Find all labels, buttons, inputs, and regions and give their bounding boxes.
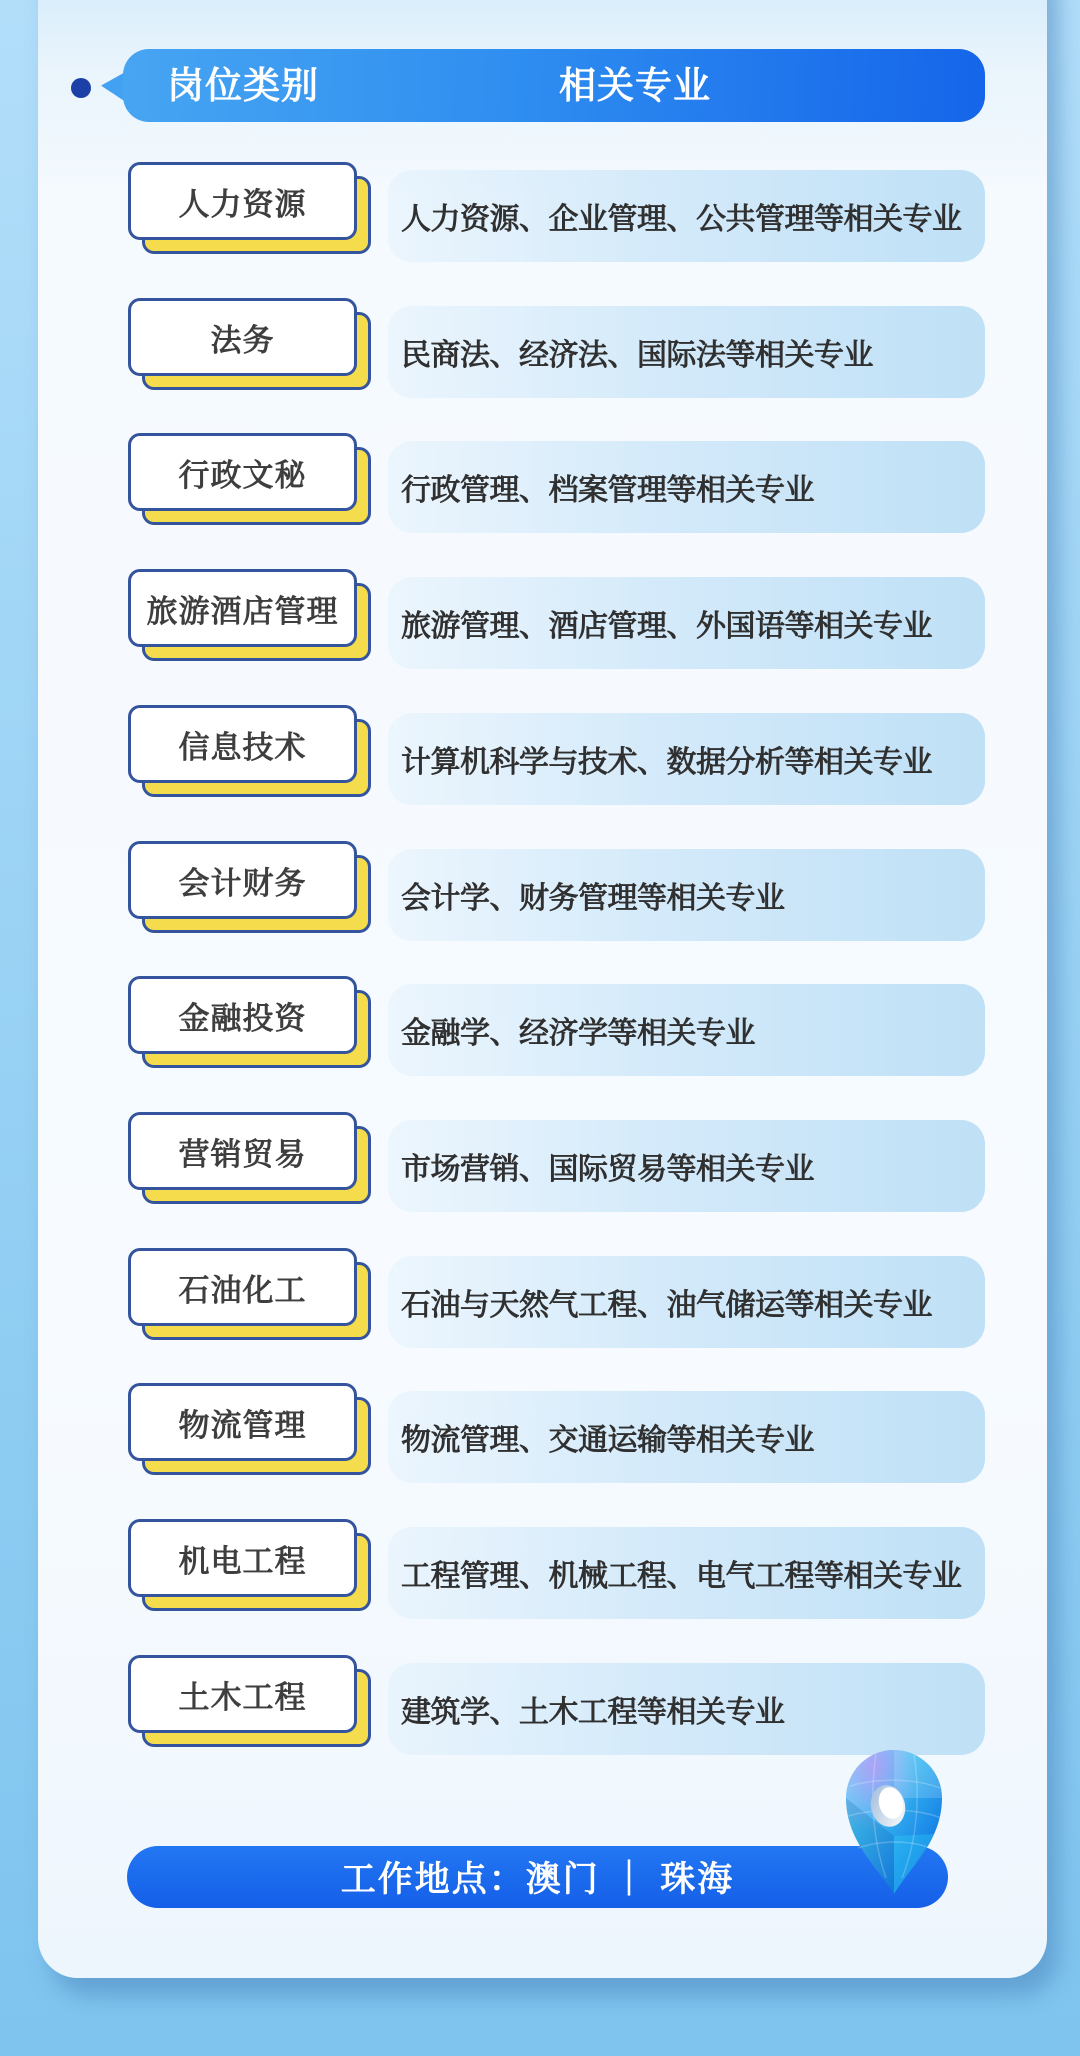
related-majors-text: 工程管理、机械工程、电气工程等相关专业 — [401, 1560, 962, 1593]
job-category-card — [128, 298, 357, 376]
related-majors-chip — [388, 1256, 985, 1348]
job-category-card — [128, 162, 357, 240]
related-majors-text: 金融学、经济学等相关专业 — [401, 1017, 755, 1050]
job-category-card — [128, 1248, 357, 1326]
job-category-label: 行政文秘 — [178, 457, 307, 493]
related-majors-text: 石油与天然气工程、油气储运等相关专业 — [401, 1289, 932, 1322]
related-majors-text: 建筑学、土木工程等相关专业 — [401, 1696, 785, 1729]
work-location-label: 工作地点：澳门 ｜ 珠海 — [340, 1860, 735, 1899]
job-category-label: 金融投资 — [178, 1000, 307, 1036]
table-row — [0, 705, 1080, 811]
related-majors-chip — [388, 441, 985, 533]
job-category-label: 旅游酒店管理 — [146, 593, 339, 629]
related-majors-text: 物流管理、交通运输等相关专业 — [401, 1424, 814, 1457]
related-majors-text: 民商法、经济法、国际法等相关专业 — [401, 339, 873, 372]
job-category-card — [128, 1655, 357, 1733]
related-majors-chip — [388, 984, 985, 1076]
table-row — [0, 976, 1080, 1082]
job-category-card — [128, 705, 357, 783]
related-majors-chip — [388, 577, 985, 669]
table-row — [0, 841, 1080, 947]
related-majors-text: 行政管理、档案管理等相关专业 — [401, 474, 814, 507]
table-row — [0, 433, 1080, 539]
related-majors-chip — [388, 713, 985, 805]
related-majors-chip — [388, 1663, 985, 1755]
job-category-label: 法务 — [210, 322, 275, 358]
related-majors-text: 旅游管理、酒店管理、外国语等相关专业 — [401, 610, 932, 643]
header-majors-label: 相关专业 — [559, 65, 711, 106]
job-category-card — [128, 433, 357, 511]
table-row — [0, 1112, 1080, 1218]
job-category-card — [128, 569, 357, 647]
related-majors-chip — [388, 1391, 985, 1483]
related-majors-text: 会计学、财务管理等相关专业 — [401, 882, 785, 915]
table-row — [0, 1383, 1080, 1489]
related-majors-text: 人力资源、企业管理、公共管理等相关专业 — [401, 203, 962, 236]
related-majors-chip — [388, 306, 985, 398]
header-category-label: 岗位类别 — [167, 65, 319, 106]
job-category-card — [128, 1383, 357, 1461]
table-row — [0, 298, 1080, 404]
related-majors-chip — [388, 1120, 985, 1212]
job-category-label: 人力资源 — [178, 186, 307, 222]
job-category-label: 土木工程 — [178, 1679, 307, 1715]
job-category-card — [128, 841, 357, 919]
job-category-card — [128, 1112, 357, 1190]
related-majors-text: 计算机科学与技术、数据分析等相关专业 — [401, 746, 932, 779]
table-row — [0, 1248, 1080, 1354]
table-row — [0, 162, 1080, 268]
job-category-label: 机电工程 — [178, 1543, 307, 1579]
job-category-label: 石油化工 — [178, 1272, 307, 1308]
job-category-label: 营销贸易 — [178, 1136, 307, 1172]
bullet-dot — [71, 78, 91, 98]
related-majors-chip — [388, 849, 985, 941]
related-majors-chip — [388, 1527, 985, 1619]
job-category-card — [128, 1519, 357, 1597]
job-category-card — [128, 976, 357, 1054]
location-pin-icon — [836, 1746, 952, 1896]
job-category-label: 物流管理 — [178, 1407, 307, 1443]
job-category-label: 信息技术 — [178, 729, 307, 765]
work-location-banner — [127, 1846, 948, 1908]
table-header-pill — [123, 49, 985, 122]
related-majors-text: 市场营销、国际贸易等相关专业 — [401, 1153, 814, 1186]
table-row — [0, 569, 1080, 675]
job-category-label: 会计财务 — [178, 865, 307, 901]
related-majors-chip — [388, 170, 985, 262]
table-row — [0, 1519, 1080, 1625]
